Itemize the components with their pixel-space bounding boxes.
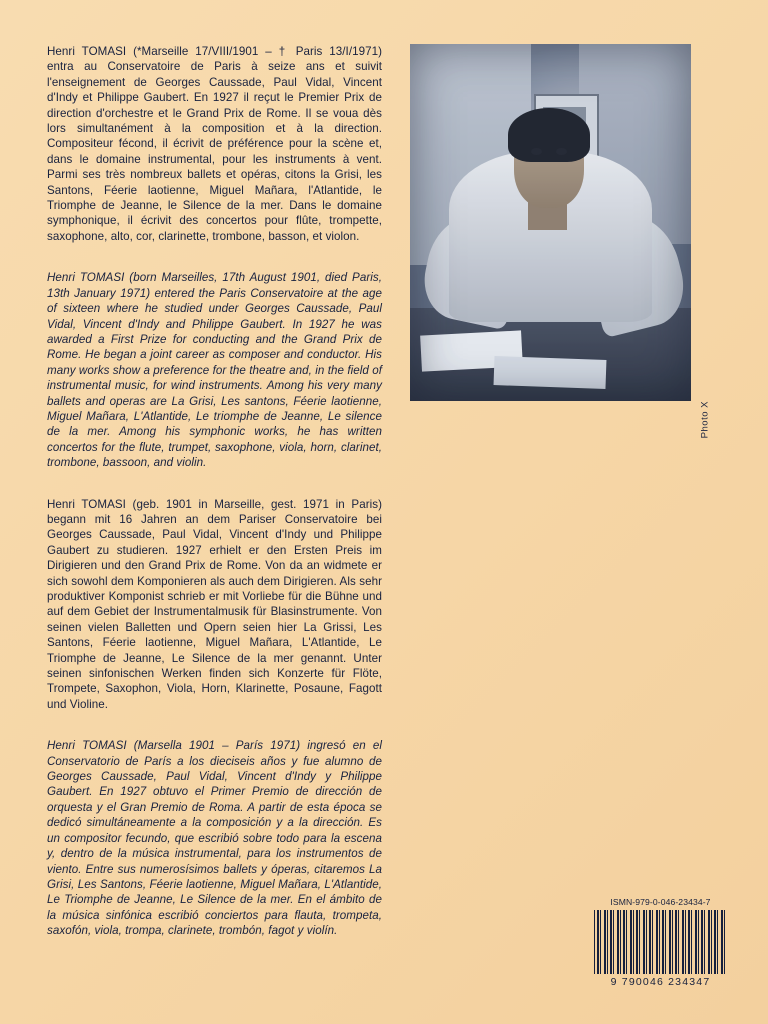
photo-credit: Photo X: [699, 401, 710, 439]
biography-text-column: [47, 44, 382, 965]
barcode-digits: 9 790046 234347: [610, 976, 711, 988]
photo-vignette: [410, 44, 691, 401]
composer-photo-block: [410, 44, 710, 439]
barcode-block: [593, 897, 728, 988]
paragraph-spanish: Henri TOMASI (Marsella 1901 – París 1971) ingresó en el Conservatorio de París a los dieciseis años y fue alumno de Georges Caussade, Paul Vidal, Vincent d'Indy y Philippe Gaubert. En 1927 obtuvo el Primer Premio de dirección de orquesta y el Gran Premio de Roma. A partir de esta época se dedicó simultáneamente a la composición y a la dirección. Es un compositor fecundo, que escribió sobre todo para la escena y, dentro de la música instrumental, para los instrumentos de viento. Entre sus numerosísimos ballets y óperas, citaremos La Grisi, Les Santons, Féerie laotienne, Miguel Mañara, L'Atlantide, Le Triomphe de Jeanne, Le Silence de la mer. En el ámbito de la música sinfónica escribió conciertos para flauta, trompeta, saxofón, viola, trompa, clarinete, trombón, fagot y violín.: [47, 739, 382, 938]
barcode-bars: [594, 910, 727, 974]
paragraph-german: Henri TOMASI (geb. 1901 in Marseille, gest. 1971 in Paris) begann mit 16 Jahren an dem Pariser Conservatoire bei Georges Caussade, Paul Vidal, Vincent d'Indy und Philippe Gaubert zu studieren. 1927 erhielt er den Ersten Preis im Dirigieren und den Grand Prix de Rome. Von da an widmete er sich sowohl dem Komponieren als auch dem Dirigieren. Als sehr produktiver Komponist schrieb er mit Vorliebe für die Bühne und auf dem Gebiet der Instrumentalmusik für Blasinstrumente. Von seinen vielen Balletten und Opern seien hier La Grissi, Les Santons, Féerie laotienne, Miguel Mañara, L'Atlantide, Le Triomphe de Jeanne, Le Silence de la mer genannt. Unter seinen sinfonischen Werken finden sich Konzerte für Flöte, Trompete, Saxophon, Viola, Horn, Klarinette, Posaune, Fagott und Violine.: [47, 497, 382, 711]
composer-photo: [410, 44, 691, 401]
paragraph-english: Henri TOMASI (born Marseilles, 17th August 1901, died Paris, 13th January 1971) entered the Paris Conservatoire at the age of sixteen where he studied under Georges Caussade, Paul Vidal, Vincent d'Indy and Philippe Gaubert. In 1927 he was awarded a First Prize for conducting and the Grand Prix de Rome. He began a joint career as composer and conductor. His many works show a preference for the theatre and, in the field of instrumental music, for wind instruments. Among his very many ballets and operas are La Grisi, Les santons, Féerie laotienne, Miguel Mañara, L'Atlantide, Le triomphe de Jeanne, Le silence de la mer. Among his symphonic works, he has written concertos for the flute, trumpet, saxophone, viola, horn, clarinet, trombone, bassoon, and violin.: [47, 271, 382, 470]
ismn-number: ISMN-979-0-046-23434-7: [610, 897, 711, 907]
photo-background: [410, 44, 691, 401]
paragraph-french: Henri TOMASI (*Marseille 17/VIII/1901 – † Paris 13/I/1971) entra au Conservatoire de Paris à seize ans et suivit l'enseignement de Georges Caussade, Paul Vidal, Vincent d'Indy et Philippe Gaubert. En 1927 il reçut le Premier Prix de direction d'orchestre et le Grand Prix de Rome. Il se voua dès lors simultanément à la composition et à la direction. Compositeur fécond, il écrivit de préférence pour la scène et, dans le domaine instrumental, pour les instruments à vent. Parmi ses très nombreux ballets et opéras, citons la Grisi, les Santons, Féerie laotienne, Miguel Mañara, l'Atlantide, le Triomphe de Jeanne, le Silence de la mer. Dans le domaine symphonique, il écrivit des concertos pour flûte, trompette, saxophone, alto, cor, clarinette, trombone, basson, et violon.: [47, 45, 382, 243]
